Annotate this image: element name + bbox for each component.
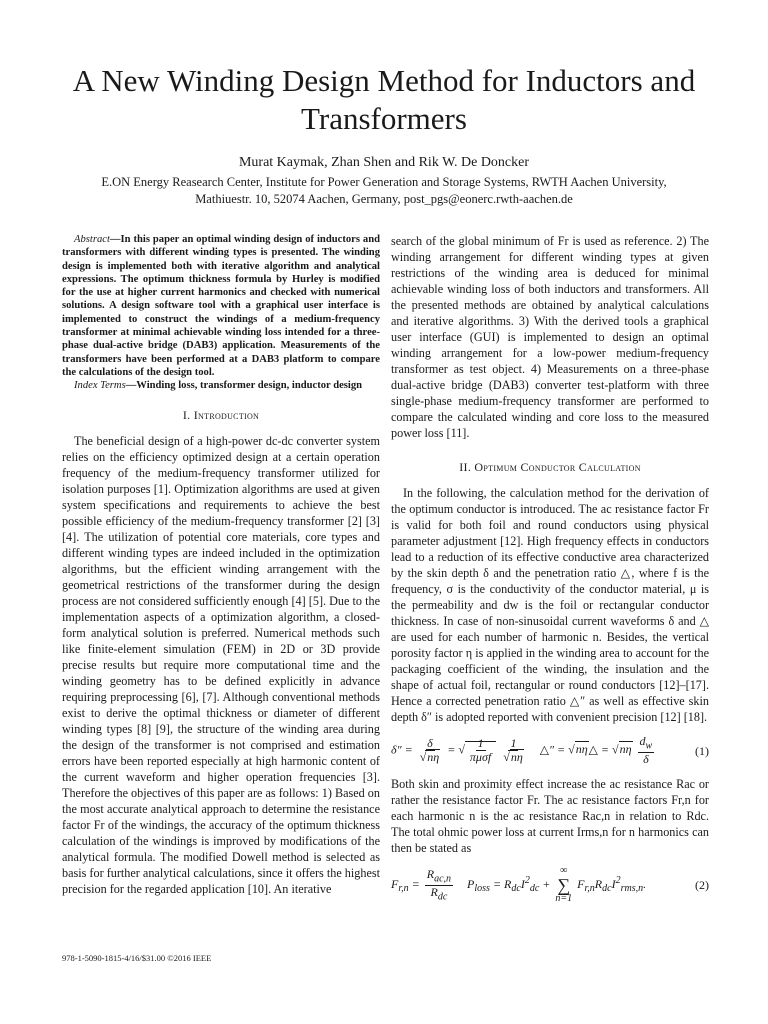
equation-1 bbox=[391, 735, 709, 766]
left-column bbox=[62, 233, 380, 897]
paper-authors: Murat Kaymak, Zhan Shen and Rik W. De Doncker bbox=[238, 155, 530, 170]
intro-paragraph-continued: search of the global minimum of Fr is used as reference. 2) The winding arrangement for different winding types at given restrictions of the winding area is deduced for minimal achievable winding loss of both inductors and transformers. All the presented methods are obtained by analytical calculations and iterative algorithms. 3) With the derived tools a graphical user interface (GUI) is implemented to design an optimal winding arrangement for a low-power medium-frequency transformer as test object. 4) Measurements on a three-phase dual-active bridge (DAB3) converter test-platform with three single-phase medium-frequency transformer are performed to compare the calculated winding and core loss to the measured power loss [11]. bbox=[391, 234, 709, 440]
abstract-label: Abstract bbox=[74, 234, 110, 245]
equation-1-number: (1) bbox=[695, 743, 709, 758]
equation-2 bbox=[391, 866, 709, 904]
paper-title: A New Winding Design Method for Inductors and Transformers bbox=[72, 63, 696, 136]
intro-paragraph: The beneficial design of a high-power dc-dc converter system relies on the efficiency optimized design at a certain operation frequency of the medium-frequency transformer utilized for isolation purposes [1]. Optimization algorithms are used at given system specifications and requirements to achieve the best possible efficiency of the medium-frequency transformer [2] [3] [4]. The utilization of potential core materials, core types and different winding types are indeed included in the optimization algorithms, but the efficient winding arrangement with the geometrical restrictions of the transformer during the design process are not considered sufficiently enough [4] [5]. Due to the implementation aspects of a optimization algorithm, a closed-form analytical solution is preferred. Numerical methods such like finite-element simulation (FEM) in 2D or 3D provide precise results but require more computational time and the winding geometry has to be defined explicitly in advance requiring preprocessing [6], [7]. Although conventional methods exist to derive the optimal thickness or diameter of different winding types [8] [9], the structure of the winding area during the design of the transformer is not comprised and estimation errors have been reported especially at high harmonic content of the current waveform and higher operation frequencies [3]. Therefore the objectives of this paper are as follows: 1) Based on the most accurate analytical approach to determine the resistance factor Fr of the windings, the accuracy of the optimum thickness calculation of the windings is improved by modifications of the analytical formula. The modified Dowell method is selected as basis for further analytical calculations, since it offers the highest precision for the regarded application [10]. An iterative bbox=[62, 433, 380, 896]
equation-2-body: $F_{r,n}$ = $\frac{R_{ac,n}}{R_{dc}}$ $P_{loss} = R_{dc}I^2_{dc}$ + ∞ ∑ n=1 $F_{r,n}R_{dc}I^2_{rms,n}$. bbox=[391, 865, 647, 905]
section-heading-introduction: I. Introduction bbox=[182, 407, 260, 422]
abstract bbox=[62, 233, 380, 379]
index-terms bbox=[62, 379, 380, 392]
affiliation-line-1: E.ON Energy Reasearch Center, Institute for Power Generation and Storage Systems, RWTH Aachen University, bbox=[101, 175, 667, 189]
section-heading-optimum-conductor: II. Optimum Conductor Calculation bbox=[459, 460, 641, 474]
equation-1-body: δ″ = $\frac{\delta}{√n\eta}$ = √ $\frac{1}{\text{πμσf}}$ $\frac{1}{√n\eta}$ △″ = √nη△ = √nη $\frac{d_w}{\delta}$ bbox=[391, 734, 653, 767]
skin-proximity-paragraph: Both skin and proximity effect increase the ac resistance Rac or rather the resistance factor Fr. The ac resistance factors Fr,n for each harmonic n is the ac resistance Rac,n in relation to Rdc. The total ohmic power loss at current Irms,n for n harmonics can then be stated as bbox=[391, 777, 709, 856]
right-column bbox=[391, 233, 709, 914]
paper-affiliation bbox=[40, 174, 728, 208]
equation-2-number: (2) bbox=[695, 878, 709, 893]
copyright-footer: 978-1-5090-1815-4/16/$31.00 ©2016 IEEE bbox=[62, 953, 212, 963]
index-terms-label: Index Terms bbox=[74, 380, 126, 392]
index-terms-text: —Winding loss, transformer design, inductor design bbox=[125, 380, 363, 392]
affiliation-line-2: Mathiuestr. 10, 52074 Aachen, Germany, post_pgs@eonerc.rwth-aachen.de bbox=[195, 192, 573, 206]
abstract-text: —In this paper an optimal winding design of inductors and transformers with different winding types is presented. The winding design is implemented both with iterative algorithm and analytical expressions. The optimum thickness formula by Hurley is modified for the use at higher current harmonics and checked with numerical solutions. A design software tool with a graphical user interface is implemented to construct the windings of a medium-frequency transformer at minimal achievable winding loss intended for a three-phase dual-active bridge (DAB3) application. Measurements of the transformers have been performed at a DAB3 platform to compare the calculations of the design tool. bbox=[62, 234, 380, 378]
optimum-conductor-paragraph: In the following, the calculation method for the derivation of the optimum conductor is introduced. The ac resistance factor Fr is valid for both foil and round conductors using physical parameter adjustment [12]. High frequency effects in conductors lead to a reduction of its effective conductive area characterized by the skin depth δ and the penetration ratio △, where f is the frequency, σ is the conductivity of the conductor material, μ is the permeability and dw is the foil or rectangular conductor thickness. In case of non-sinusoidal current waveforms δ and △ are used for each number of harmonic n. Besides, the vertical porosity factor η is applied in the winding area to account for the packaging coefficient of the winding, the insulation and the shape of actual foil, rectangular or round conductors [12]–[17]. Hence a corrected penetration ratio △″ as well as effective skin depth δ″ is adopted reported with convenient precision [12] [18]. bbox=[391, 486, 709, 724]
